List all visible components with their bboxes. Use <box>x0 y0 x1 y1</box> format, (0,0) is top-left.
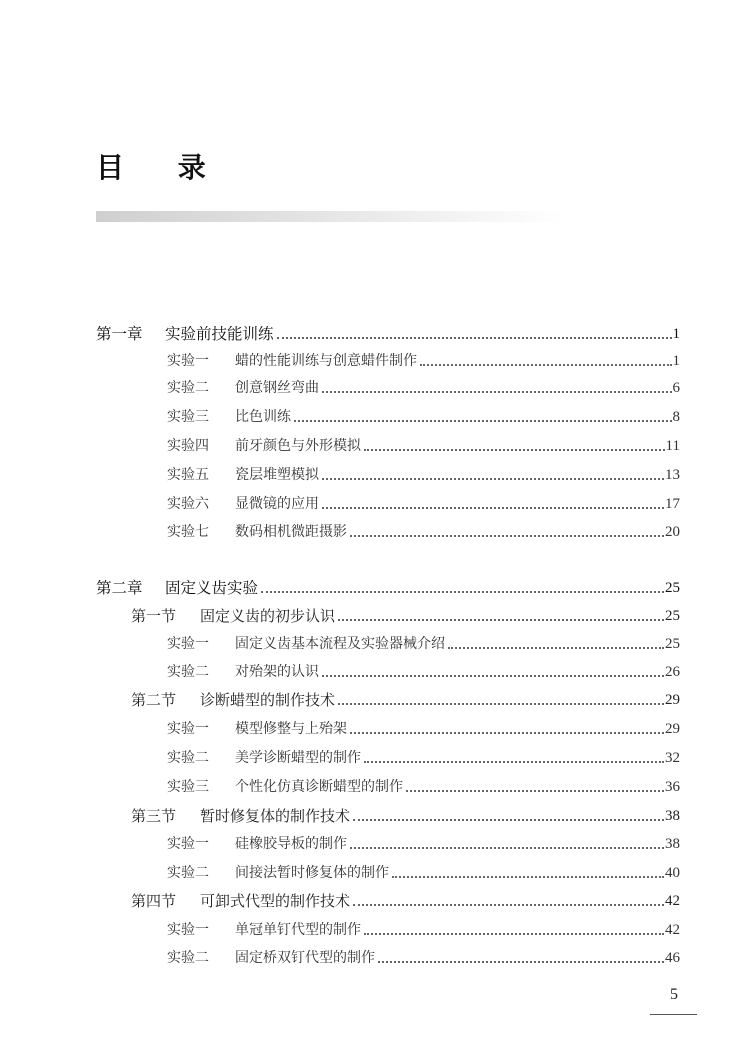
toc-experiment-entry[interactable] <box>167 718 680 740</box>
dot-leader <box>294 420 672 422</box>
toc-chapter-entry[interactable] <box>96 323 680 345</box>
entry-number: 实验六 <box>167 496 209 512</box>
entry-title: 比色训练 <box>235 409 291 425</box>
entry-number: 实验一 <box>167 922 209 938</box>
entry-page: 1 <box>672 326 680 342</box>
dot-leader <box>353 819 664 821</box>
entry-title: 前牙颜色与外形模拟 <box>235 438 361 454</box>
entry-number: 实验二 <box>167 664 209 680</box>
dot-leader <box>322 675 664 677</box>
entry-page: 26 <box>665 664 680 680</box>
toc-experiment-entry[interactable] <box>167 377 680 399</box>
page-number: 5 <box>670 986 678 1003</box>
entry-number: 实验五 <box>167 467 209 483</box>
entry-number: 第一章 <box>96 325 143 343</box>
entry-page: 38 <box>665 836 680 852</box>
entry-title: 对殆架的认识 <box>235 664 319 680</box>
entry-page: 36 <box>665 779 680 795</box>
dot-leader <box>364 761 664 763</box>
entry-page: 8 <box>672 409 680 425</box>
entry-title: 固定桥双钉代型的制作 <box>235 950 375 966</box>
entry-page: 6 <box>672 380 680 396</box>
toc-experiment-entry[interactable] <box>167 406 680 428</box>
entry-number: 第三节 <box>131 807 177 825</box>
entry-number: 实验一 <box>167 353 209 369</box>
entry-title: 间接法暂时修复体的制作 <box>235 865 389 881</box>
entry-page: 29 <box>665 721 680 737</box>
entry-page: 13 <box>665 467 680 483</box>
dot-leader <box>364 449 665 451</box>
toc-experiment-entry[interactable] <box>167 633 680 655</box>
toc-experiment-entry[interactable] <box>167 435 680 457</box>
dot-leader <box>448 647 664 649</box>
entry-title: 单冠单钉代型的制作 <box>235 922 361 938</box>
entry-page: 11 <box>665 438 680 454</box>
entry-title: 显微镜的应用 <box>235 496 319 512</box>
toc-experiment-entry[interactable] <box>167 661 680 683</box>
dot-leader <box>350 535 664 537</box>
entry-number: 实验三 <box>167 409 209 425</box>
title-underline-bar <box>96 211 566 222</box>
entry-number: 第一节 <box>131 607 177 625</box>
entry-number: 实验二 <box>167 865 209 881</box>
entry-title: 实验前技能训练 <box>165 325 274 343</box>
toc-experiment-entry[interactable] <box>167 747 680 769</box>
dot-leader <box>338 703 664 705</box>
entry-title: 硅橡胶导板的制作 <box>235 836 347 852</box>
entry-title: 个性化仿真诊断蜡型的制作 <box>235 779 403 795</box>
dot-leader <box>350 732 664 734</box>
entry-number: 实验二 <box>167 950 209 966</box>
page-title: 目 录 <box>96 151 228 184</box>
toc-experiment-entry[interactable] <box>167 947 680 969</box>
entry-title: 固定义齿基本流程及实验器械介绍 <box>235 636 445 652</box>
entry-page: 25 <box>665 636 680 652</box>
dot-leader <box>392 876 664 878</box>
toc-experiment-entry[interactable] <box>167 919 680 941</box>
toc-experiment-entry[interactable] <box>167 493 680 515</box>
entry-title: 暂时修复体的制作技术 <box>200 807 351 825</box>
toc-experiment-entry[interactable] <box>167 833 680 855</box>
dot-leader <box>322 507 664 509</box>
toc-section-entry[interactable] <box>131 890 680 912</box>
entry-number: 实验一 <box>167 636 209 652</box>
entry-page: 46 <box>665 950 680 966</box>
entry-number: 第二节 <box>131 691 177 709</box>
entry-number: 实验二 <box>167 380 209 396</box>
toc-experiment-entry[interactable] <box>167 776 680 798</box>
toc-section-entry[interactable] <box>131 805 680 827</box>
entry-page: 29 <box>665 692 680 708</box>
entry-page: 25 <box>665 580 680 596</box>
toc-experiment-entry[interactable] <box>167 464 680 486</box>
dot-leader <box>338 619 664 621</box>
dot-leader <box>350 847 664 849</box>
entry-number: 第四节 <box>131 892 177 910</box>
entry-number: 实验三 <box>167 779 209 795</box>
entry-page: 32 <box>665 750 680 766</box>
entry-page: 17 <box>665 496 680 512</box>
entry-title: 美学诊断蜡型的制作 <box>235 750 361 766</box>
entry-title: 数码相机微距摄影 <box>235 524 347 540</box>
entry-title: 可卸式代型的制作技术 <box>200 892 351 910</box>
dot-leader <box>261 591 664 593</box>
entry-title: 固定义齿的初步认识 <box>200 607 336 625</box>
entry-page: 1 <box>672 353 680 369</box>
entry-number: 实验四 <box>167 438 209 454</box>
dot-leader <box>322 391 672 393</box>
entry-title: 蜡的性能训练与创意蜡件制作 <box>235 353 417 369</box>
dot-leader <box>420 364 672 366</box>
dot-leader <box>277 337 672 339</box>
entry-title: 瓷层堆塑模拟 <box>235 467 319 483</box>
entry-title: 诊断蜡型的制作技术 <box>200 691 336 709</box>
entry-page: 42 <box>665 893 680 909</box>
toc-chapter-entry[interactable] <box>96 577 680 599</box>
toc-section-entry[interactable] <box>131 605 680 627</box>
dot-leader <box>364 933 664 935</box>
toc-section-entry[interactable] <box>131 689 680 711</box>
entry-number: 第二章 <box>96 579 143 597</box>
page-number-rule <box>650 1014 697 1015</box>
entry-number: 实验一 <box>167 721 209 737</box>
dot-leader <box>406 790 664 792</box>
entry-number: 实验二 <box>167 750 209 766</box>
toc-experiment-entry[interactable] <box>167 862 680 884</box>
entry-number: 实验一 <box>167 836 209 852</box>
entry-number: 实验七 <box>167 524 209 540</box>
entry-title: 模型修整与上殆架 <box>235 721 347 737</box>
dot-leader <box>378 961 664 963</box>
dot-leader <box>353 904 664 906</box>
toc-experiment-entry[interactable] <box>167 521 680 543</box>
entry-page: 20 <box>665 524 680 540</box>
entry-page: 40 <box>665 865 680 881</box>
entry-page: 38 <box>665 808 680 824</box>
toc-experiment-entry[interactable] <box>167 350 680 372</box>
entry-title: 创意钢丝弯曲 <box>235 380 319 396</box>
entry-page: 25 <box>665 608 680 624</box>
entry-page: 42 <box>665 922 680 938</box>
entry-title: 固定义齿实验 <box>165 579 259 597</box>
dot-leader <box>322 478 664 480</box>
